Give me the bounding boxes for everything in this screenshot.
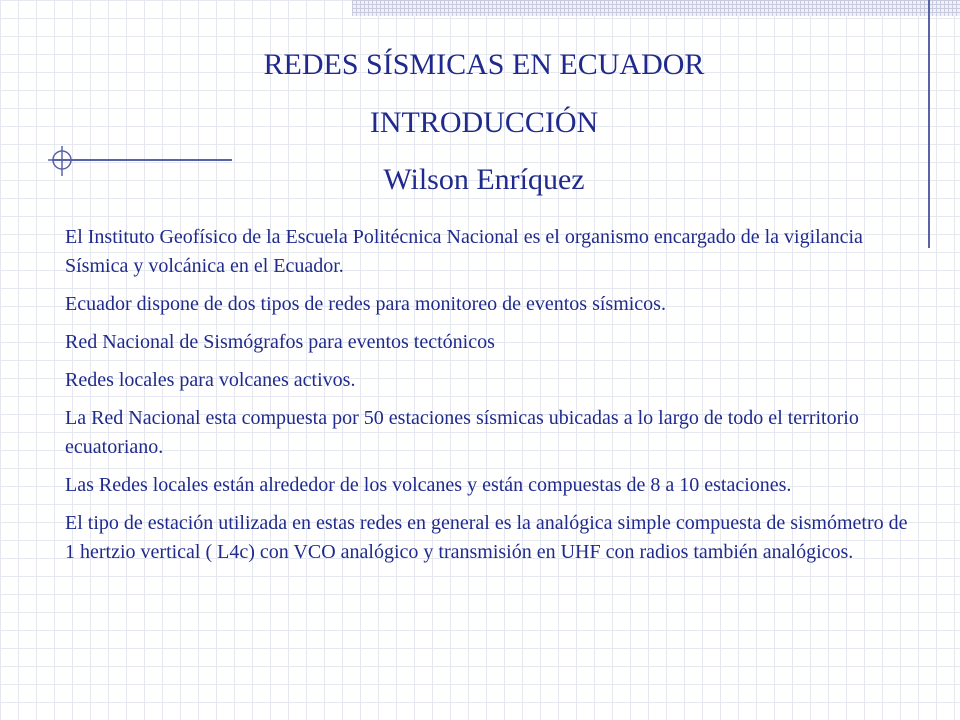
slide-subtitle: INTRODUCCIÓN	[369, 106, 599, 139]
body-paragraph: Redes locales para volcanes activos.	[65, 369, 356, 391]
slide-body	[65, 223, 910, 576]
body-paragraph: El Instituto Geofísico de la Escuela Politécnica Nacional es el organismo encargado de la vigilancia Sísmica y volcánica en el Ecuador.	[65, 226, 863, 277]
body-paragraph: Ecuador dispone de dos tipos de redes para monitoreo de eventos sísmicos.	[65, 293, 666, 315]
decorative-hatch-band	[352, 0, 960, 16]
body-paragraph: Red Nacional de Sismógrafos para eventos tectónicos	[65, 331, 495, 353]
body-paragraph: La Red Nacional esta compuesta por 50 estaciones sísmicas ubicadas a lo largo de todo el territorio ecuatoriano.	[65, 407, 859, 458]
slide-author: Wilson Enríquez	[383, 163, 585, 196]
body-paragraph: El tipo de estación utilizada en estas redes en general es la analógica simple compuesta de sismómetro de 1 hertzio vertical ( L4c) con VCO analógico y transmisión en UHF con radios también analógicos.	[65, 512, 908, 563]
slide-title: REDES SÍSMICAS EN ECUADOR	[263, 48, 705, 81]
body-paragraph: Las Redes locales están alrededor de los volcanes y están compuestas de 8 a 10 estaciones.	[65, 474, 792, 496]
